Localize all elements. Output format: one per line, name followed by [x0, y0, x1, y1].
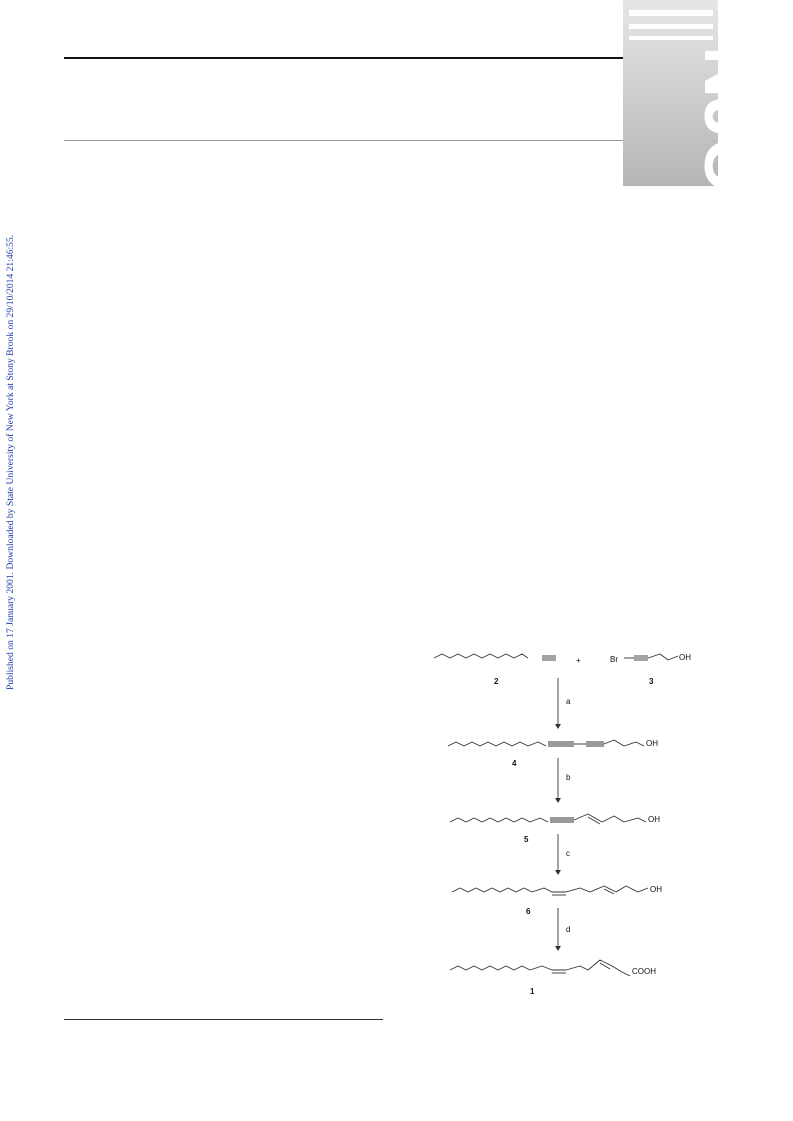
- compound-4-chain: [448, 742, 546, 746]
- synthesis-scheme: [428, 636, 691, 1006]
- br-label: Br: [610, 655, 618, 664]
- cooh-label: COOH: [632, 967, 656, 976]
- step-label: a: [566, 697, 571, 706]
- compound-label: 4: [512, 759, 517, 768]
- oh-label-5: OH: [648, 815, 660, 824]
- compound-3-chain: [648, 654, 678, 660]
- oh-label-6: OH: [650, 885, 662, 894]
- plus-sign: +: [576, 656, 581, 665]
- oh-label-4: OH: [646, 739, 658, 748]
- compound-label: 6: [526, 907, 531, 916]
- step-label: b: [566, 773, 571, 782]
- step-label: c: [566, 849, 570, 858]
- compound-1-chain: [450, 960, 630, 976]
- logo-text: NJC: [689, 46, 769, 191]
- step-label: d: [566, 925, 571, 934]
- compound-label: 3: [649, 677, 654, 686]
- compound-5-chain: [450, 818, 548, 822]
- footnote-rule: [64, 1019, 383, 1020]
- header-divider: [64, 140, 624, 141]
- compound-2-chain: [434, 654, 528, 658]
- compound-label: 5: [524, 835, 529, 844]
- compound-label: 1: [530, 987, 535, 996]
- publication-notice[interactable]: Published on 17 January 2001. Downloaded by State University of New York at Stony Brook on 29/10/2014 21:46:55.: [5, 234, 16, 690]
- header-rule: [64, 57, 626, 59]
- oh-label-3: OH: [679, 653, 691, 662]
- compound-6-chain: [452, 886, 648, 892]
- compound-label: 2: [494, 677, 499, 686]
- journal-logo: [623, 0, 769, 191]
